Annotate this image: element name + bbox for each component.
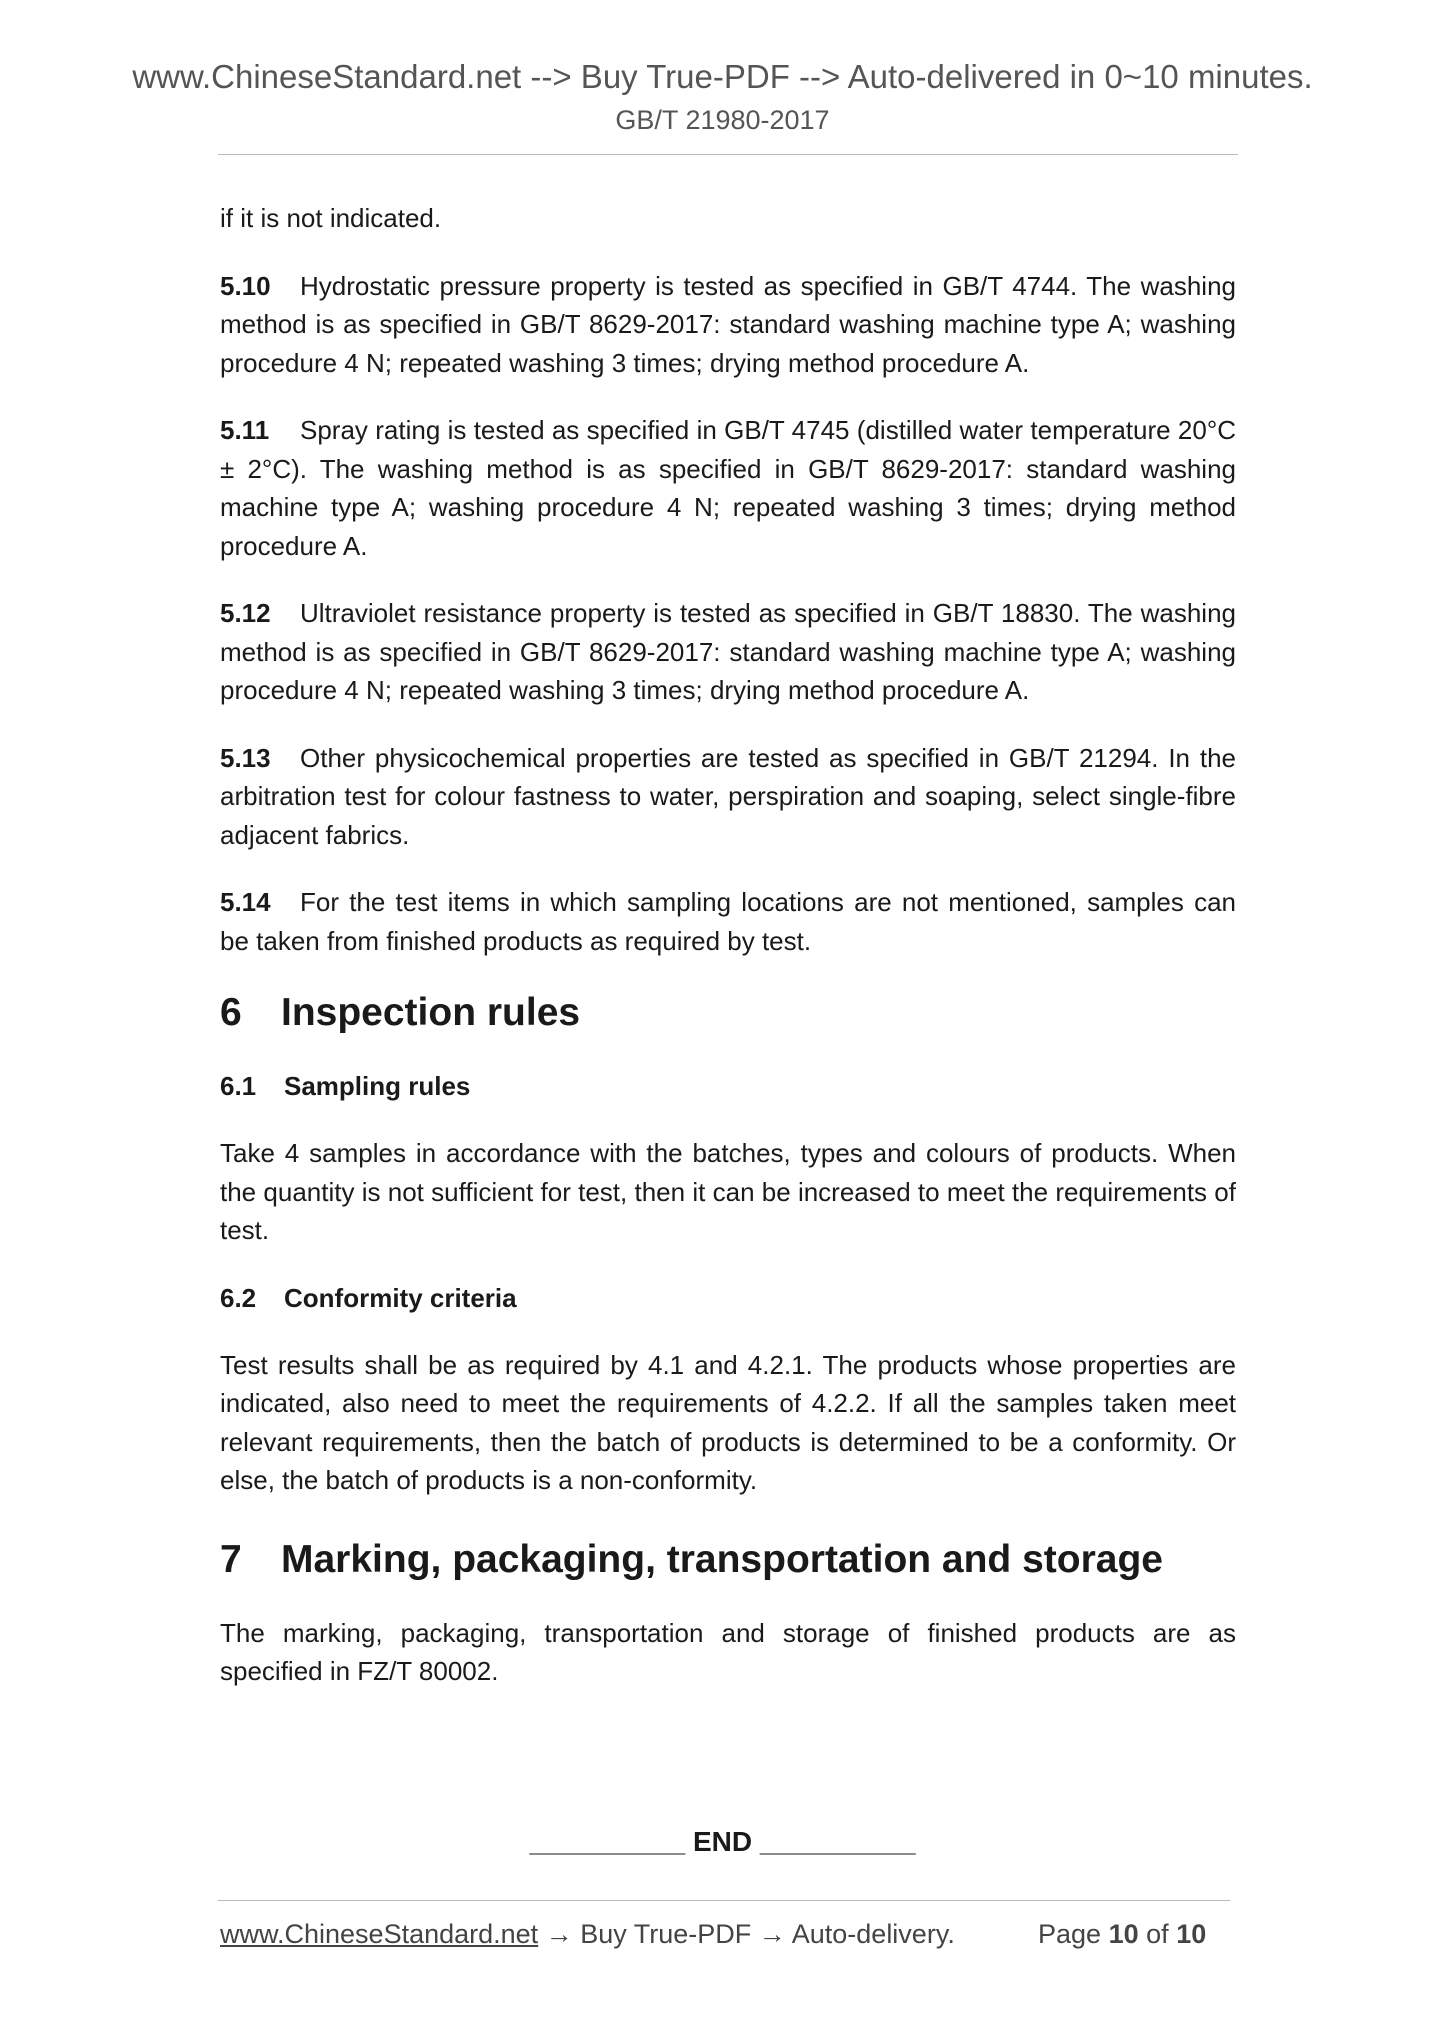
clause-number: 5.13 — [220, 742, 271, 773]
clause-text: Spray rating is tested as specified in GB/T 4745 (distilled water temperature 20°C ± 2°C). The washing method is as specified in GB/T 8629-2017: standard washing machine type A; washing procedure 4 N; repeated washing 3 times; drying method procedure A. — [220, 415, 1236, 561]
subsection-6-1-text: Take 4 samples in accordance with the batches, types and colours of products. When the quantity is not sufficient for test, then it can be increased to meet the requirements of test. — [220, 1138, 1236, 1245]
header-site-line: www.ChineseStandard.net --> Buy True-PDF --> Auto-delivered in 0~10 minutes. — [132, 58, 1313, 95]
clause-5-10 — [220, 267, 1236, 383]
clause-text: Other physicochemical properties are tested as specified in GB/T 21294. In the arbitration test for colour fastness to water, perspiration and soaping, select single-fibre adjacent fabrics. — [220, 742, 1236, 850]
section-6-heading — [220, 989, 1236, 1037]
footer-divider — [218, 1900, 1230, 1901]
section-7-heading — [220, 1536, 1236, 1584]
page-label: Page — [1038, 1919, 1102, 1949]
subsection-number: 6.2 — [220, 1282, 257, 1313]
subsection-6-2-text: Test results shall be as required by 4.1 and 4.2.1. The products whose properties are indicated, also need to meet the requirements of 4.2.2. If all the samples taken meet relevant requirements, then the batch of products is determined to be a conformity. Or else, the batch of products is a non-conformity. — [220, 1349, 1236, 1495]
subsection-6-2-heading — [220, 1279, 1236, 1317]
clause-number: 5.12 — [220, 598, 271, 628]
section-number: 6 — [220, 991, 242, 1034]
clause-5-14 — [220, 883, 1236, 960]
clause-5-13 — [220, 739, 1236, 855]
section-title: Inspection rules — [281, 991, 581, 1034]
footer-promo — [220, 1919, 955, 1950]
section-title: Marking, packaging, transportation and storage — [281, 1537, 1163, 1581]
clause-5-12 — [220, 594, 1236, 710]
clause-number: 5.11 — [220, 415, 270, 445]
clause-number: 5.14 — [220, 887, 271, 917]
page-total: 10 — [1176, 1919, 1207, 1949]
page-of: of — [1146, 1919, 1169, 1949]
end-marker: __________ END __________ — [529, 1826, 916, 1857]
footer-promo-text: → Buy True-PDF → Auto-delivery. — [538, 1919, 955, 1949]
section-number: 7 — [220, 1537, 242, 1581]
section-7-text: The marking, packaging, transportation and storage of finished products are as specified in FZ/T 80002. — [220, 1617, 1236, 1686]
document-body — [220, 199, 1236, 1720]
subsection-6-1-heading — [220, 1067, 1236, 1105]
clause-text: For the test items in which sampling locations are not mentioned, samples can be taken from finished products as required by test. — [220, 887, 1236, 956]
clause-text: Hydrostatic pressure property is tested as specified in GB/T 4744. The washing method is as specified in GB/T 8629-2017: standard washing machine type A; washing procedure 4 N; repeated washing 3 times; drying method procedure A. — [220, 270, 1236, 378]
page-indicator — [1038, 1919, 1206, 1950]
clause-number: 5.10 — [220, 270, 271, 301]
header-divider — [218, 154, 1238, 155]
subsection-title: Sampling rules — [284, 1071, 471, 1101]
footer-site-link[interactable]: www.ChineseStandard.net — [220, 1919, 539, 1949]
page-current: 10 — [1108, 1919, 1139, 1949]
subsection-title: Conformity criteria — [284, 1282, 517, 1313]
continuation-text: if it is not indicated. — [220, 203, 442, 233]
clause-5-11 — [220, 411, 1236, 565]
clause-text: Ultraviolet resistance property is tested as specified in GB/T 18830. The washing method is as specified in GB/T 8629-2017: standard washing machine type A; washing procedure 4 N; repeated washing 3 times; drying method procedure A. — [220, 598, 1236, 705]
header-standard-code: GB/T 21980-2017 — [615, 105, 830, 135]
subsection-number: 6.1 — [220, 1071, 257, 1101]
